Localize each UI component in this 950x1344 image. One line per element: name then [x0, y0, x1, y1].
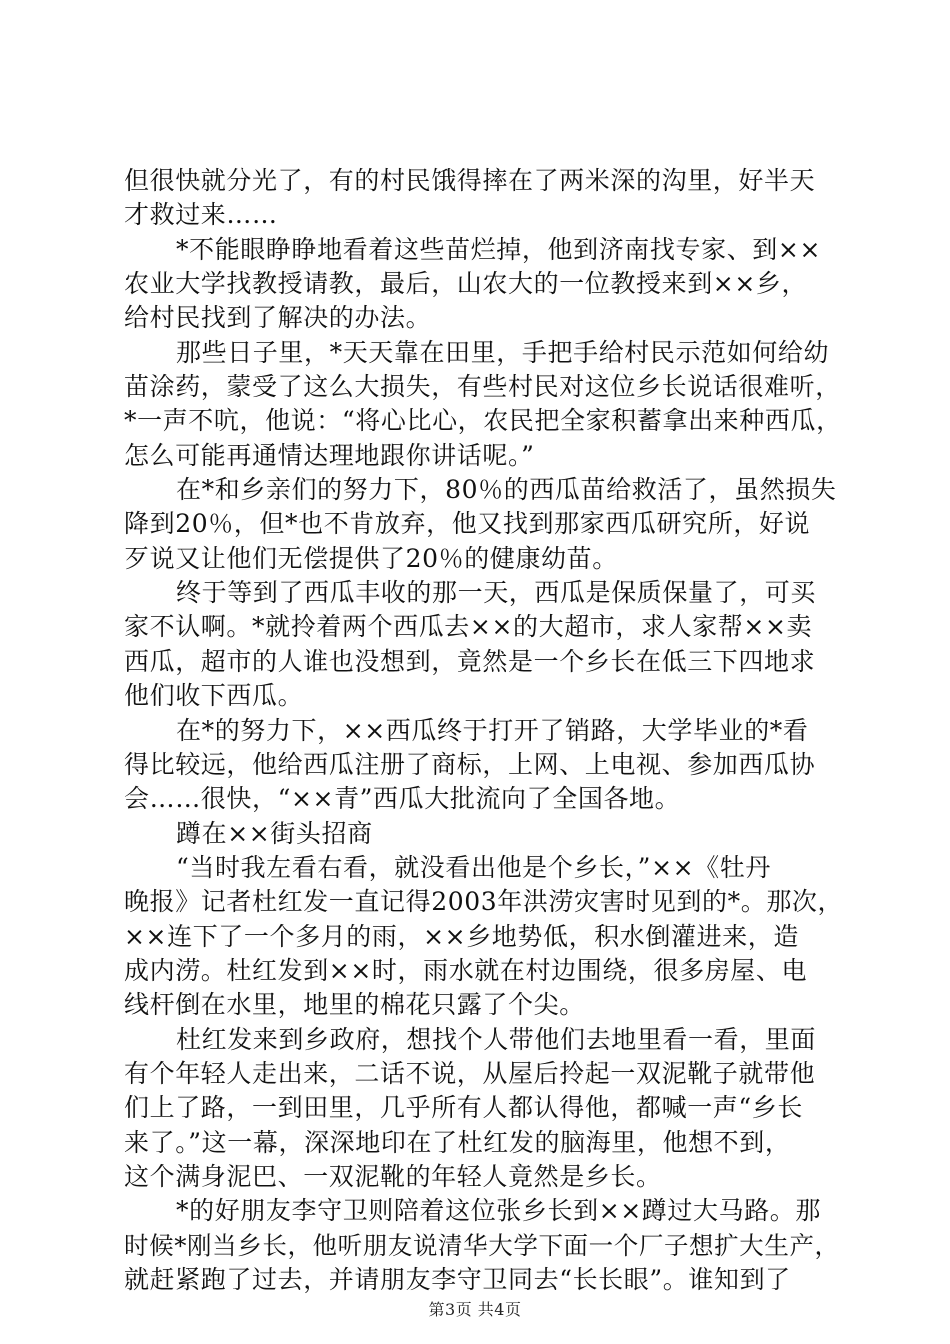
text-line: 终于等到了西瓜丰收的那一天，西瓜是保质保量了，可买 [176, 578, 817, 608]
text-line: 怎么可能再通情达理地跟你讲话呢。” [124, 440, 535, 470]
text-line: 那些日子里，*天天靠在田里，手把手给村民示范如何给幼 [176, 337, 830, 367]
text-line: 家不认啊。*就拎着两个西瓜去××的大超市，求人家帮××卖 [124, 612, 813, 642]
text-line: 歹说又让他们无偿提供了20％的健康幼苗。 [124, 543, 618, 573]
text-line: 杜红发来到乡政府，想找个人带他们去地里看一看，里面 [176, 1024, 817, 1054]
text-line: 但很快就分光了，有的村民饿得摔在了两米深的沟里，好半天 [124, 166, 816, 195]
text-line: 时候*刚当乡长，他听朋友说清华大学下面一个厂子想扩大生产， [124, 1230, 840, 1260]
text-line: 会……很快，“××青”西瓜大批流向了全国各地。 [124, 784, 681, 814]
text-line: 成内涝。杜红发到××时，雨水就在村边围绕，很多房屋、电 [124, 955, 808, 985]
text-line: 就赶紧跑了过去，并请朋友李守卫同去“长长眼”。谁知到了 [124, 1265, 791, 1294]
text-line: 降到20％，但*也不肯放弃，他又找到那家西瓜研究所，好说 [124, 509, 811, 539]
text-line: *不能眼睁睁地看着这些苗烂掉，他到济南找专家、到×× [176, 234, 821, 264]
text-line: *的好朋友李守卫则陪着这位张乡长到××蹲过大马路。那 [176, 1196, 821, 1226]
text-line: 他们收下西瓜。 [124, 681, 304, 711]
text-line: 线杆倒在水里，地里的棉花只露了个尖。 [124, 990, 585, 1020]
page-footer: 第3页 共4页 [428, 1300, 522, 1319]
text-line: 们上了路，一到田里，几乎所有人都认得他，都喊一声“乡长 [124, 1093, 803, 1123]
text-line: 苗涂药，蒙受了这么大损失，有些村民对这位乡长说话很难听， [124, 372, 841, 402]
text-line: 农业大学找教授请教，最后，山农大的一位教授来到××乡， [124, 269, 808, 299]
text-line: 西瓜，超市的人谁也没想到，竟然是一个乡长在低三下四地求 [124, 646, 816, 676]
text-line: 晚报》记者杜红发一直记得2003年洪涝灾害时见到的*。那次， [124, 887, 844, 917]
text-line: 来了。”这一幕，深深地印在了杜红发的脑海里，他想不到， [124, 1127, 791, 1157]
document-body [124, 164, 844, 1297]
text-line: 在*的努力下，××西瓜终于打开了销路，大学毕业的*看 [176, 715, 809, 745]
text-line: 蹲在××街头招商 [176, 818, 373, 848]
text-line: ××连下了一个多月的雨，××乡地势低，积水倒灌进来，造 [124, 921, 799, 951]
text-line: “当时我左看右看，就没看出他是个乡长，”××《牡丹 [176, 852, 771, 882]
text-line: 有个年轻人走出来，二话不说，从屋后拎起一双泥靴子就带他 [124, 1058, 816, 1088]
text-line: 才救过来…… [124, 200, 278, 230]
text-line: 得比较远，他给西瓜注册了商标，上网、上电视、参加西瓜协 [124, 749, 816, 779]
text-line: 给村民找到了解决的办法。 [124, 303, 432, 333]
text-line: *一声不吭，他说：“将心比心，农民把全家积蓄拿出来种西瓜， [124, 406, 842, 436]
text-line: 这个满身泥巴、一双泥靴的年轻人竟然是乡长。 [124, 1161, 662, 1191]
text-line: 在*和乡亲们的努力下，80％的西瓜苗给救活了，虽然损失 [176, 475, 837, 505]
